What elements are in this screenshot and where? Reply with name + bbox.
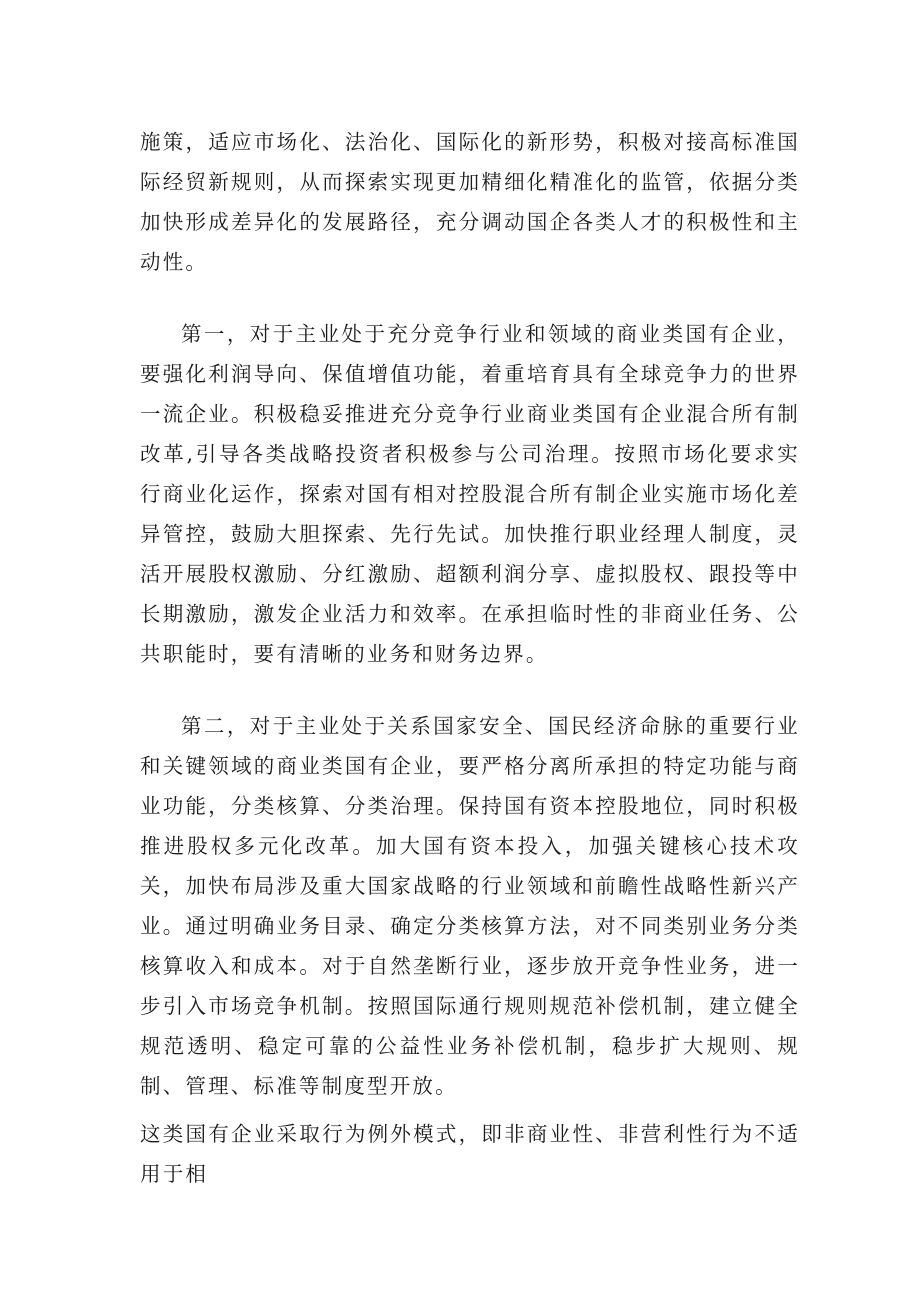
paragraph-continuation: 施策，适应市场化、法治化、国际化的新形势，积极对接高标准国际经贸新规则，从而探索实现更加精细化精准化的监管，依据分类加快形成差异化的发展路径，充分调动国企各类人才的积极性和主动性。	[140, 130, 800, 274]
paragraph-first-point: 第一，对于主业处于充分竞争行业和领域的商业类国有企业，要强化利润导向、保值增值功能，着重培育具有全球竞争力的世界一流企业。积极稳妥推进充分竞争行业商业类国有企业混合所有制改革,引导各类战略投资者积极参与公司治理。按照市场化要求实行商业化运作，探索对国有相对控股混合所有制企业实施市场化差异管控，鼓励大胆探索、先行先试。加快推行职业经理人制度，灵活开展股权激励、分红激励、超额利润分享、虚拟股权、跟投等中长期激励，激发企业活力和效率。在承担临时性的非商业任务、公共职能时，要有清晰的业务和财务边界。	[140, 322, 800, 666]
paragraph-exception-model: 这类国有企业采取行为例外模式，即非商业性、非营利性行为不适用于相	[140, 1122, 800, 1186]
document-body	[140, 122, 800, 1194]
paragraph-second-point: 第二，对于主业处于关系国家安全、国民经济命脉的重要行业和关键领域的商业类国有企业，要严格分离所承担的特定功能与商业功能，分类核算、分类治理。保持国有资本控股地位，同时积极推进股权多元化改革。加大国有资本投入，加强关键核心技术攻关，加快布局涉及重大国家战略的行业领域和前瞻性战略性新兴产业。通过明确业务目录、确定分类核算方法，对不同类别业务分类核算收入和成本。对于自然垄断行业，逐步放开竞争性业务，进一步引入市场竞争机制。按照国际通行规则规范补偿机制，建立健全规范透明、稳定可靠的公益性业务补偿机制，稳步扩大规则、规制、管理、标准等制度型开放。	[140, 714, 800, 1098]
